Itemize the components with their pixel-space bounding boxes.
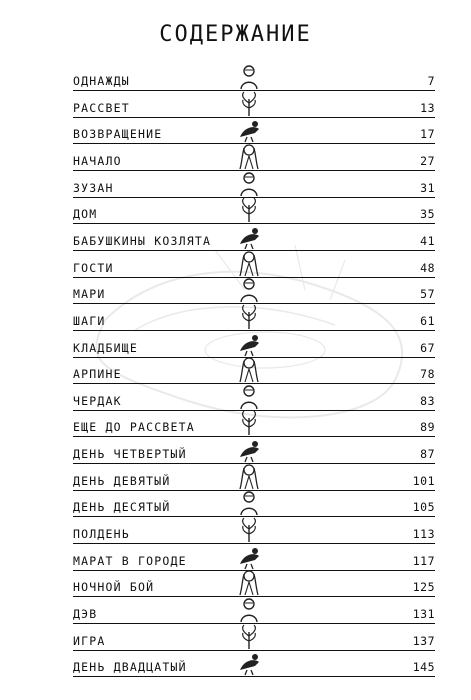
toc-entry-page-number: 27 bbox=[420, 153, 435, 168]
guests-icon bbox=[235, 249, 263, 277]
walking-figure-icon bbox=[235, 302, 263, 330]
toc-entry-page-number: 117 bbox=[412, 553, 435, 568]
toc-entry-title: МАРАТ В ГОРОДЕ bbox=[73, 553, 187, 568]
toc-entry[interactable] bbox=[73, 91, 435, 118]
page-title: СОДЕРЖАНИЕ bbox=[159, 22, 312, 47]
toc-entry-title: БАБУШКИНЫ КОЗЛЯТА bbox=[73, 233, 212, 248]
toc-entry-page-number: 17 bbox=[420, 127, 435, 142]
toc-entry[interactable] bbox=[73, 331, 435, 358]
fight-icon bbox=[235, 568, 263, 596]
toc-entry[interactable] bbox=[73, 251, 435, 278]
toc-entry-title: ШАГИ bbox=[73, 313, 106, 328]
portrait-icon bbox=[235, 62, 263, 90]
toc-entry-page-number: 89 bbox=[420, 420, 435, 435]
toc-entry[interactable] bbox=[73, 650, 435, 677]
toc-entry-page-number: 113 bbox=[412, 527, 435, 542]
toc-entry[interactable] bbox=[73, 544, 435, 571]
toc-entry-page-number: 35 bbox=[420, 207, 435, 222]
toc-entry-page-number: 61 bbox=[420, 313, 435, 328]
door-icon bbox=[235, 622, 263, 650]
sketch-figure-icon bbox=[235, 648, 263, 676]
toc-entry-page-number: 48 bbox=[420, 260, 435, 275]
toc-entry[interactable] bbox=[73, 410, 435, 437]
attic-icon bbox=[235, 382, 263, 410]
small-figure-icon bbox=[235, 515, 263, 543]
toc-entry[interactable] bbox=[73, 171, 435, 198]
woman-icon bbox=[235, 275, 263, 303]
woman-portrait-icon bbox=[235, 142, 263, 170]
toc-entry-title: ЗУЗАН bbox=[73, 180, 114, 195]
toc-entry-title: ДЭВ bbox=[73, 607, 98, 621]
toc-entry-title: ЧЕРДАК bbox=[73, 393, 122, 408]
toc-entry-title: ГОСТИ bbox=[73, 260, 114, 275]
toc-entry-page-number: 67 bbox=[420, 340, 435, 355]
toc-entry[interactable] bbox=[73, 384, 435, 411]
toc-entry[interactable] bbox=[73, 464, 435, 491]
toc-entry[interactable] bbox=[73, 64, 435, 91]
toc-entry-page-number: 101 bbox=[412, 473, 435, 488]
toc-entry-title: РАССВЕТ bbox=[73, 100, 130, 115]
toc-entry-title: ДЕНЬ ДВАДЦАТЫЙ bbox=[73, 660, 187, 675]
toc-entry-page-number: 57 bbox=[420, 287, 435, 302]
umbrella-icon bbox=[235, 488, 263, 516]
toc-entry-page-number: 131 bbox=[412, 607, 435, 621]
toc-entry-title: ПОЛДЕНЬ bbox=[73, 527, 130, 542]
toc-entry-page-number: 83 bbox=[420, 393, 435, 408]
girl-portrait-icon bbox=[235, 169, 263, 197]
bicycle-icon bbox=[235, 542, 263, 570]
goat-icon bbox=[235, 222, 263, 250]
toc-entry-title: ДЕНЬ ДЕВЯТЫЙ bbox=[73, 473, 171, 488]
toc-entry-page-number: 105 bbox=[412, 500, 435, 515]
toc-entry[interactable] bbox=[73, 304, 435, 331]
toc-entry[interactable] bbox=[73, 197, 435, 224]
toc-entry[interactable] bbox=[73, 490, 435, 517]
toc-entry-title: ВОЗВРАЩЕНИЕ bbox=[73, 127, 163, 142]
toc-entry-title: ОДНАЖДЫ bbox=[73, 74, 130, 88]
toc-entry-title: ИГРА bbox=[73, 633, 106, 648]
toc-entry-title: ДЕНЬ ЧЕТВЕРТЫЙ bbox=[73, 447, 187, 462]
toc-entry-page-number: 78 bbox=[420, 367, 435, 382]
plant-figure-icon bbox=[235, 89, 263, 117]
toc-entry-title: МАРИ bbox=[73, 287, 106, 302]
toc-entry-title: АРПИНЕ bbox=[73, 367, 122, 382]
toc-entry-title: ЕЩЕ ДО РАССВЕТА bbox=[73, 420, 195, 435]
toc-entry[interactable] bbox=[73, 277, 435, 304]
standing-figure-icon bbox=[235, 355, 263, 383]
grass-icon bbox=[235, 329, 263, 357]
toc-entry-page-number: 145 bbox=[412, 660, 435, 675]
toc-entry-title: ДОМ bbox=[73, 207, 98, 222]
toc-entry-page-number: 87 bbox=[420, 447, 435, 462]
toc-entry-page-number: 41 bbox=[420, 233, 435, 248]
toc-entry-title: ДЕНЬ ДЕСЯТЫЙ bbox=[73, 500, 171, 515]
toc-entry-page-number: 7 bbox=[427, 74, 435, 88]
car-icon bbox=[235, 595, 263, 623]
toc-entry-page-number: 13 bbox=[420, 100, 435, 115]
toc-entry[interactable] bbox=[73, 517, 435, 544]
toc-entry-title: НАЧАЛО bbox=[73, 153, 122, 168]
toc-entry-page-number: 125 bbox=[412, 580, 435, 595]
toc-entry[interactable] bbox=[73, 224, 435, 251]
toc-entry[interactable] bbox=[73, 117, 435, 144]
toc-entry[interactable] bbox=[73, 597, 435, 624]
toc-entry-title: НОЧНОЙ БОЙ bbox=[73, 580, 155, 595]
toc-entry[interactable] bbox=[73, 570, 435, 597]
bird-icon bbox=[235, 115, 263, 143]
figure-icon bbox=[235, 195, 263, 223]
toc-entry-title: КЛАДБИЩЕ bbox=[73, 340, 138, 355]
toc-entry[interactable] bbox=[73, 437, 435, 464]
toc-entry[interactable] bbox=[73, 144, 435, 171]
child-icon bbox=[235, 408, 263, 436]
toc-entry[interactable] bbox=[73, 357, 435, 384]
toc-entry[interactable] bbox=[73, 624, 435, 651]
old-woman-icon bbox=[235, 435, 263, 463]
toc-entry-page-number: 137 bbox=[412, 633, 435, 648]
hands-icon bbox=[235, 462, 263, 490]
toc-entry-page-number: 31 bbox=[420, 180, 435, 195]
